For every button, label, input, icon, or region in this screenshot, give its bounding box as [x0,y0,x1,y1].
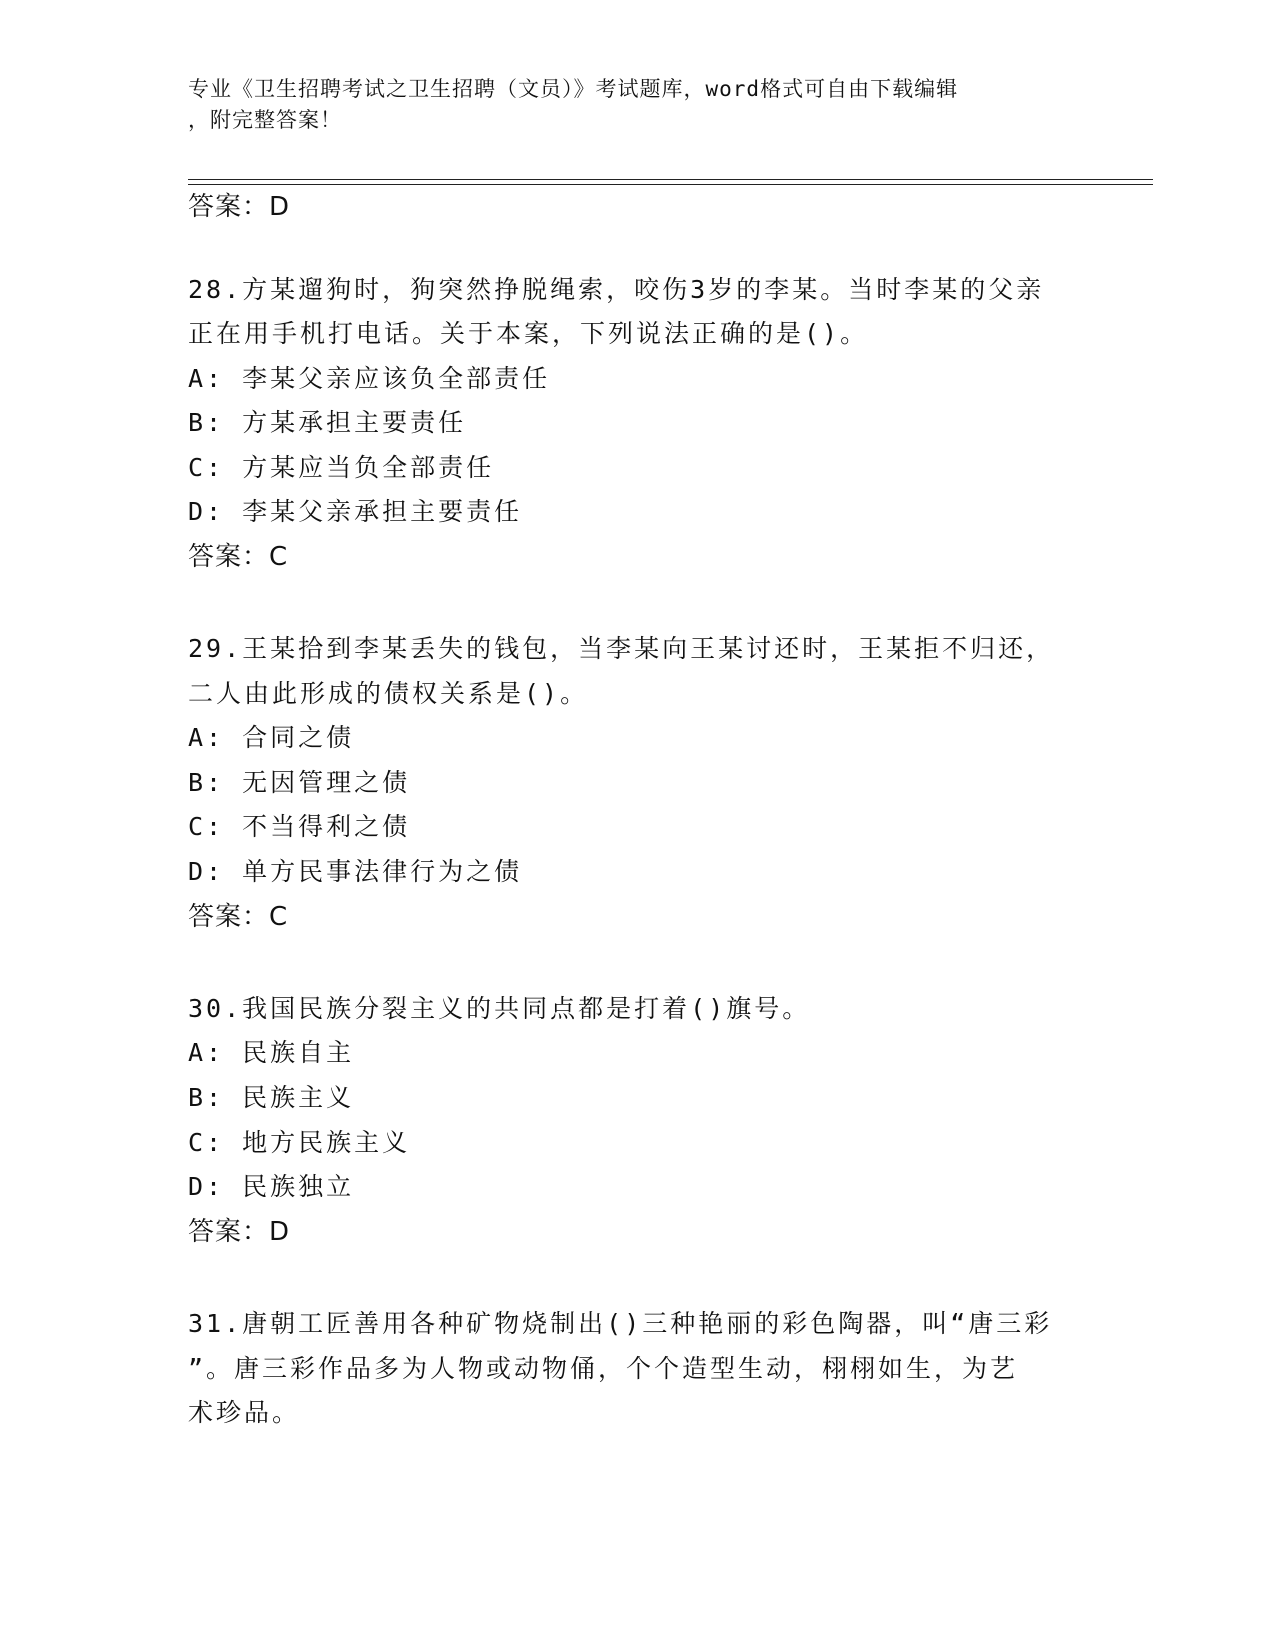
question-28-option-b: B: 方某承担主要责任 [188,408,467,437]
answer-q29: 答案：C [188,902,289,932]
question-30-option-d: D: 民族独立 [188,1172,355,1201]
question-28-stem-line-2: 正在用手机打电话。关于本案，下列说法正确的是()。 [188,319,869,348]
header-divider-top [188,179,1153,180]
question-29-option-c: C: 不当得利之债 [188,812,411,841]
question-29-stem-line-1: 29.王某拾到李某丢失的钱包，当李某向王某讨还时，王某拒不归还， [188,634,1055,663]
question-31-stem-line-3: 术珍品。 [188,1398,301,1427]
question-28-option-a: A: 李某父亲应该负全部责任 [188,364,551,393]
question-31-stem-line-1: 31.唐朝工匠善用各种矿物烧制出()三种艳丽的彩色陶器，叫“唐三彩 [188,1309,1053,1338]
document-header [188,74,1068,136]
question-29-option-d: D: 单方民事法律行为之债 [188,857,523,886]
question-30-option-c: C: 地方民族主义 [188,1128,411,1157]
question-29-option-b: B: 无因管理之债 [188,768,411,797]
question-29-option-a: A: 合同之债 [188,723,355,752]
answer-q28: 答案：C [188,542,289,572]
answer-q27: 答案：D [188,192,291,222]
question-29-stem-line-2: 二人由此形成的债权关系是()。 [188,679,589,708]
header-title-line-1: 专业《卫生招聘考试之卫生招聘（文员）》考试题库，word格式可自由下载编辑 [188,77,959,101]
question-28-option-c: C: 方某应当负全部责任 [188,453,495,482]
question-31-stem-line-2: ”。唐三彩作品多为人物或动物俑，个个造型生动，栩栩如生，为艺 [188,1354,1019,1383]
question-30-option-b: B: 民族主义 [188,1083,355,1112]
header-title-line-2: ，附完整答案！ [188,108,342,132]
question-28-stem-line-1: 28.方某遛狗时，狗突然挣脱绳索，咬伤3岁的李某。当时李某的父亲 [188,275,1045,304]
question-30-stem-line-1: 30.我国民族分裂主义的共同点都是打着()旗号。 [188,994,811,1023]
header-divider-bottom [188,184,1153,185]
question-28-option-d: D: 李某父亲承担主要责任 [188,497,523,526]
answer-q30: 答案：D [188,1217,291,1247]
question-30-option-a: A: 民族自主 [188,1038,355,1067]
